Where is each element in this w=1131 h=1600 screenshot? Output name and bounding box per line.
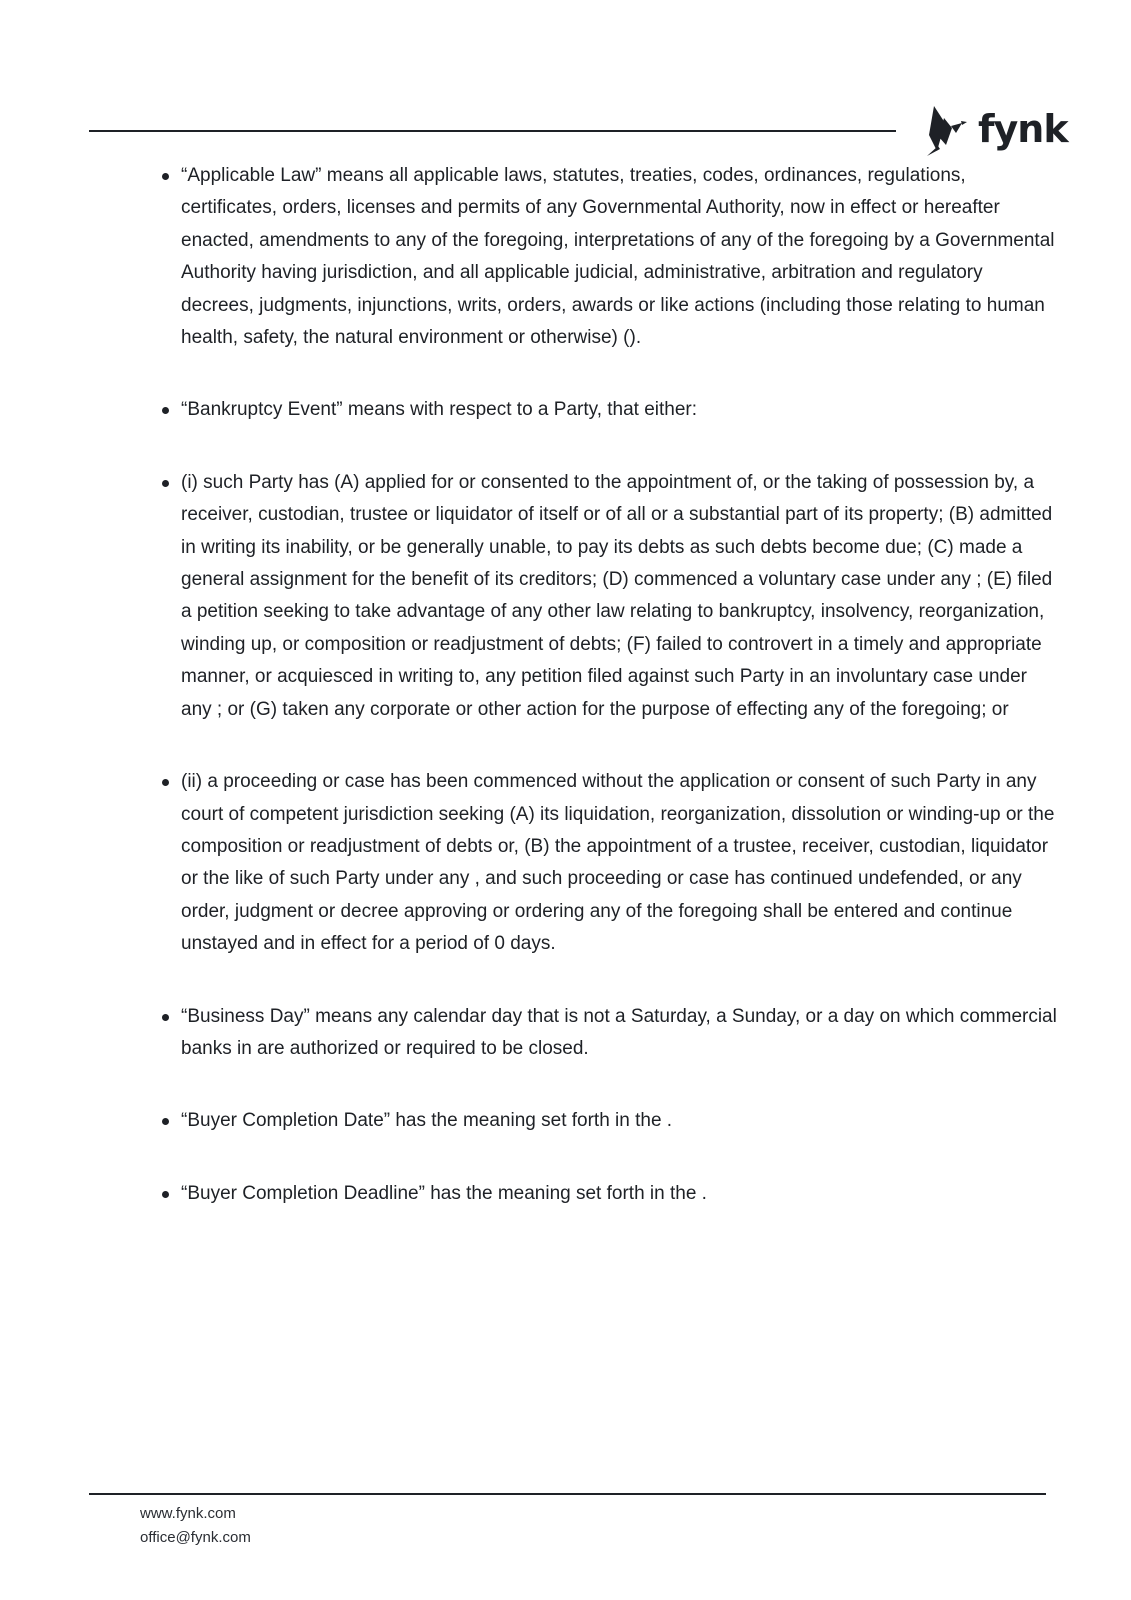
- footer-email: office@fynk.com: [140, 1529, 251, 1546]
- definition-bankruptcy-clause-ii: [159, 766, 1059, 960]
- bullet-icon: [162, 779, 169, 786]
- definition-text: “Buyer Completion Deadline” has the meaning set forth in the .: [181, 1182, 707, 1204]
- definition-text: (ii) a proceeding or case has been commenced without the application or consent of such Party in any court of competent jurisdiction seeking (A) its liquidation, reorganization, dissolution or winding-up or the composition or readjustment of debts or, (B) the appointment of a trustee, receiver, custodian, liquidator or the like of such Party under any , and such proceeding or case has continued undefended, or any order, judgment or decree approving or ordering any of the foregoing shall be entered and continue unstayed and in effect for a period of 0 days.: [181, 771, 1055, 955]
- definition-text: “Bankruptcy Event” means with respect to a Party, that either:: [181, 399, 698, 421]
- header-divider: [89, 130, 896, 132]
- bullet-icon: [162, 480, 169, 487]
- brand-name: fynk: [978, 107, 1068, 151]
- definition-buyer-completion-deadline: [159, 1178, 1059, 1210]
- bullet-icon: [162, 407, 169, 414]
- definition-buyer-completion-date: [159, 1105, 1059, 1137]
- bullet-icon: [162, 173, 169, 180]
- definition-bankruptcy-event: [159, 394, 1059, 426]
- definition-applicable-law: [159, 160, 1059, 354]
- definition-business-day: [159, 1001, 1059, 1066]
- definition-bankruptcy-clause-i: [159, 467, 1059, 726]
- bullet-icon: [162, 1118, 169, 1125]
- footer: [140, 1502, 251, 1550]
- bullet-icon: [162, 1014, 169, 1021]
- footer-website: www.fynk.com: [140, 1505, 236, 1522]
- footer-divider: [89, 1493, 1046, 1495]
- definition-text: (i) such Party has (A) applied for or consented to the appointment of, or the taking of possession by, a receiver, custodian, trustee or liquidator of itself or of all or a substantial part of its property; (B) admitted in writing its inability, or be generally unable, to pay its debts as such debts become due; (C) made a general assignment for the benefit of its creditors; (D) commenced a voluntary case under any ; (E) filed a petition seeking to take advantage of any other law relating to bankruptcy, insolvency, reorganization, winding up, or composition or readjustment of debts; (F) failed to controvert in a timely and appropriate manner, or acquiesced in writing to, any petition filed against such Party in an involuntary case under any ; or (G) taken any corporate or other action for the purpose of effecting any of the foregoing; or: [181, 471, 1053, 720]
- definitions-list: [159, 160, 1059, 1210]
- bullet-icon: [162, 1191, 169, 1198]
- definition-text: “Applicable Law” means all applicable laws, statutes, treaties, codes, ordinances, regulations, certificates, orders, licenses and permits of any Governmental Authority, now in effect or hereafter enacted, amendments to any of the foregoing, interpretations of any of the foregoing by a Governmental Authority having jurisdiction, and all applicable judicial, administrative, arbitration and regulatory decrees, judgments, injunctions, writs, orders, awards or like actions (including those relating to human health, safety, the natural environment or otherwise) ().: [181, 165, 1055, 349]
- definition-text: “Buyer Completion Date” has the meaning set forth in the .: [181, 1110, 673, 1132]
- brand-logo: [920, 104, 1068, 160]
- fynk-bird-logo-icon: [920, 104, 976, 160]
- definition-text: “Business Day” means any calendar day that is not a Saturday, a Sunday, or a day on which commercial banks in are authorized or required to be closed.: [181, 1005, 1057, 1059]
